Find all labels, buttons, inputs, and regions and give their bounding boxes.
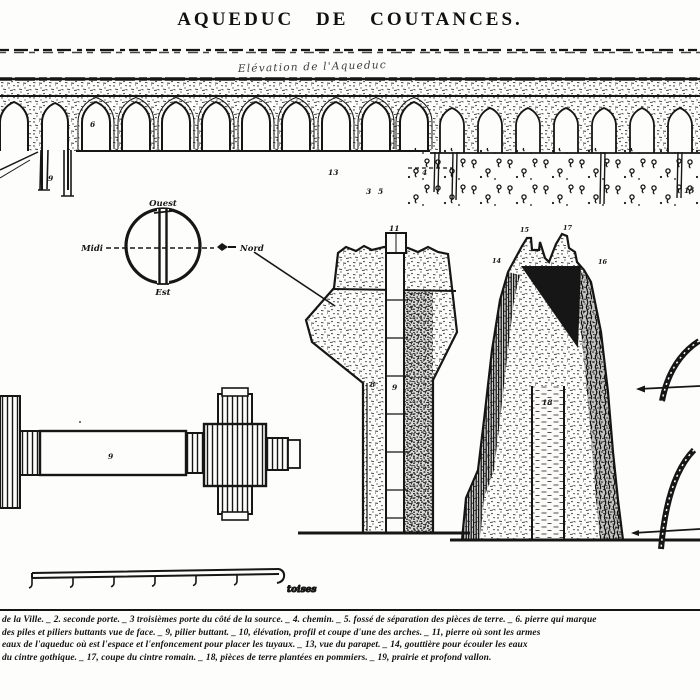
caption-line: des piles et piliers buttants vue de face. _ 9, pilier buttant. _ 10, élévation, profil et coupe d'une des arches. _ 11, pierre où sont les armes xyxy=(2,627,541,638)
orchard-shrubs xyxy=(405,148,700,206)
handwritten-inscription: Elévation de l'Aqueduc xyxy=(237,59,388,75)
mid-pier-figure xyxy=(298,233,470,533)
plate-top-border xyxy=(0,50,700,53)
figure-number: 9 xyxy=(392,383,398,392)
figure-number: 17 xyxy=(563,224,573,232)
compass-figure xyxy=(80,199,335,306)
compass-label-left: Midi xyxy=(81,244,103,254)
north-arrow-icon xyxy=(217,243,228,251)
figure-number: 13 xyxy=(328,168,339,177)
figure-number: 3 xyxy=(366,187,372,196)
figure-number: 15 xyxy=(684,186,695,195)
scale-bar-figure xyxy=(29,569,316,595)
figure-number: 5 xyxy=(378,187,384,196)
arch-profiles-figure xyxy=(631,341,700,549)
pier-plan-figure xyxy=(0,388,300,520)
compass-label-right: Nord xyxy=(240,244,264,254)
figure-number: 4 xyxy=(422,168,428,177)
caption-line: eaux de l'aqueduc où est l'espace et l'enfoncement pour placer les tuyaux. _ 13, vue du parapet. _ 14, gouttière pour écouler les eaux xyxy=(2,640,528,651)
figure-number: 14 xyxy=(492,257,502,265)
caption-line: du cintre gothique. _ 17, coupe du cintre romain. _ 18, pièces de terre plantées en pommiers. _ 19, prairie et profond vallon. xyxy=(2,652,492,663)
figure-number: 6 xyxy=(90,120,96,129)
page-title: AQUEDUC DE COUTANCES. xyxy=(177,9,523,30)
compass-label-top: Ouest xyxy=(149,199,177,209)
figure-number: 15 xyxy=(520,226,530,234)
compass-label-bottom: Est xyxy=(155,288,171,298)
caption-block xyxy=(0,609,700,664)
figure-number: 8 xyxy=(370,380,376,389)
figure-number: 16 xyxy=(598,258,608,266)
caption-line: de la Ville. _ 2. seconde porte. _ 3 troisièmes porte du côté de la source. _ 4. chemin. _ 5. fossé de séparation des pièces de terre. _ 6. pierre qui marque xyxy=(2,615,597,625)
figure-number: 18 xyxy=(542,398,553,407)
figure-number: 9 xyxy=(108,452,114,461)
figure-number: 9 xyxy=(48,174,54,183)
scale-unit-label: toises xyxy=(287,585,317,595)
aqueduct-elevation xyxy=(0,79,700,206)
figure-number: 11 xyxy=(389,224,400,233)
